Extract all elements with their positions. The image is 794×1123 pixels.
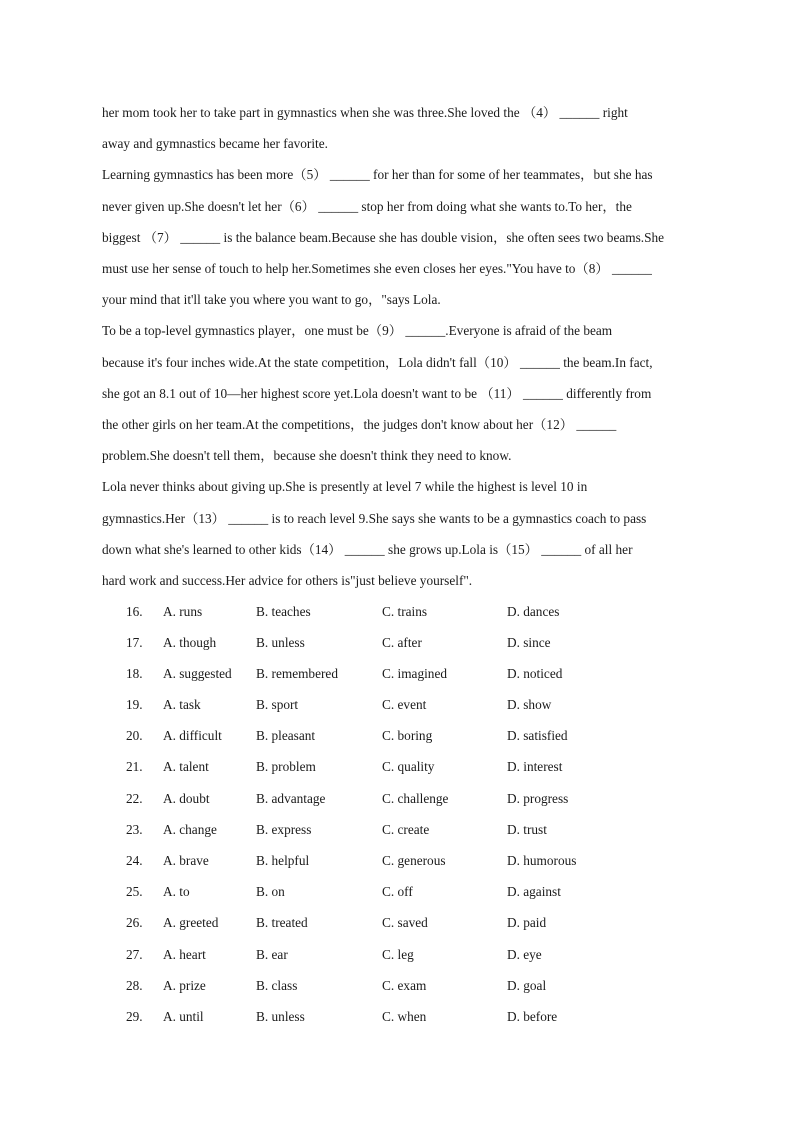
question-number: 17. [126,634,143,650]
passage-paragraph-2 [102,159,694,315]
question-row [102,845,694,876]
option-b: B. problem [256,759,316,775]
option-a: A. talent [163,759,209,775]
option-a: A. doubt [163,790,210,806]
option-d: D. paid [507,915,547,931]
option-d: D. show [507,697,552,713]
passage-line: her mom took her to take part in gymnastics when she was three.She loved the （4） ______ right [102,105,628,120]
passage-line: never given up.She doesn't let her（6） ______ stop her from doing what she wants to.To her，the [102,198,632,214]
passage-line: down what she's learned to other kids（14） ______ she grows up.Lola is（15） ______ of all her [102,541,633,557]
option-b: B. teaches [256,603,311,619]
option-c: C. exam [382,977,427,993]
option-a: A. change [163,821,217,837]
question-number: 26. [126,915,143,931]
option-b: B. ear [256,946,288,962]
question-number: 23. [126,821,143,837]
option-d: D. since [507,634,551,650]
option-c: C. challenge [382,790,449,806]
passage-line: gymnastics.Her（13） ______ is to reach level 9.She says she wants to be a gymnastics coach to pass [102,510,647,526]
option-a: A. runs [163,603,203,619]
passage-line: biggest （7） ______ is the balance beam.Because she has double vision，she often sees two beams.She [102,229,665,245]
question-row [102,783,694,814]
passage-line: because it's four inches wide.At the state competition，Lola didn't fall（10） ______ the beam.In fact, [102,354,653,370]
option-d: D. goal [507,977,547,993]
option-a: A. brave [163,853,209,868]
question-row [102,939,694,970]
option-d: D. humorous [507,853,577,868]
question-number: 19. [126,697,143,713]
option-b: B. helpful [256,853,310,868]
option-a: A. heart [163,946,206,962]
option-c: C. leg [382,946,414,962]
question-number: 18. [126,665,143,681]
question-row [102,689,694,720]
passage-paragraph-3 [102,315,694,471]
option-b: B. unless [256,1008,305,1024]
passage-paragraph-4 [102,471,694,596]
option-a: A. prize [163,977,206,993]
option-d: D. satisfied [507,728,568,744]
option-a: A. though [163,634,217,650]
option-a: A. difficult [163,728,222,744]
question-number: 22. [126,790,143,806]
option-c: C. off [382,884,413,900]
passage-line: Lola never thinks about giving up.She is presently at level 7 while the highest is level 10 in [102,479,588,495]
passage-line: your mind that it'll take you where you want to go，"says Lola. [102,292,441,308]
question-number: 25. [126,884,143,900]
option-a: A. until [163,1008,204,1024]
option-c: C. create [382,821,430,837]
option-d: D. dances [507,603,560,619]
option-d: D. against [507,884,561,900]
option-a: A. to [163,884,190,900]
option-c: C. boring [382,728,433,744]
option-b: B. sport [256,697,299,713]
passage-line: away and gymnastics became her favorite. [102,136,328,152]
question-row [102,1001,694,1032]
passage-line: Learning gymnastics has been more（5） ______ for her than for some of her teammates，but she has [102,167,653,183]
question-number: 20. [126,728,143,744]
option-b: B. advantage [256,790,326,806]
passage-line: problem.She doesn't tell them，because she doesn't think they need to know. [102,448,512,464]
option-a: A. suggested [163,665,232,681]
option-d: D. before [507,1008,558,1024]
option-b: B. class [256,977,298,993]
passage-line: the other girls on her team.At the competitions，the judges don't know about her（12） ______ [102,416,617,432]
option-b: B. pleasant [256,728,316,744]
passage-line: must use her sense of touch to help her.Sometimes she even closes her eyes."You have to（8） ______ [102,260,652,276]
question-row [102,658,694,689]
question-row [102,751,694,782]
option-b: B. unless [256,634,305,650]
option-d: D. noticed [507,665,563,681]
option-c: C. after [382,634,422,650]
question-row [102,814,694,845]
question-number: 16. [126,603,143,619]
option-c: C. event [382,697,427,713]
option-c: C. saved [382,915,428,931]
question-row [102,720,694,751]
passage-line: hard work and success.Her advice for others is"just believe yourself". [102,572,473,588]
passage-paragraph-1 [102,97,694,159]
option-c: C. trains [382,603,428,619]
question-row [102,627,694,658]
question-row [102,907,694,938]
option-d: D. progress [507,790,569,806]
passage-line: she got an 8.1 out of 10—her highest score yet.Lola doesn't want to be （11） ______ differently from [102,385,652,401]
option-d: D. interest [507,759,563,775]
option-a: A. task [163,697,201,713]
option-a: A. greeted [163,915,219,931]
option-b: B. express [256,821,312,837]
option-c: C. imagined [382,665,447,681]
question-number: 21. [126,759,143,775]
option-c: C. quality [382,759,435,775]
option-d: D. trust [507,821,547,837]
option-c: C. when [382,1008,427,1024]
question-number: 28. [126,977,143,993]
question-number: 24. [126,853,143,868]
option-b: B. on [256,884,285,900]
question-row [102,970,694,1001]
option-b: B. remembered [256,665,338,681]
question-number: 29. [126,1008,143,1024]
question-row [102,596,694,627]
question-row [102,876,694,907]
option-d: D. eye [507,946,542,962]
passage-line: To be a top-level gymnastics player，one must be（9） ______.Everyone is afraid of the beam [102,323,613,339]
question-options-list [102,596,694,1033]
option-b: B. treated [256,915,308,931]
question-number: 27. [126,946,143,962]
option-c: C. generous [382,853,446,868]
